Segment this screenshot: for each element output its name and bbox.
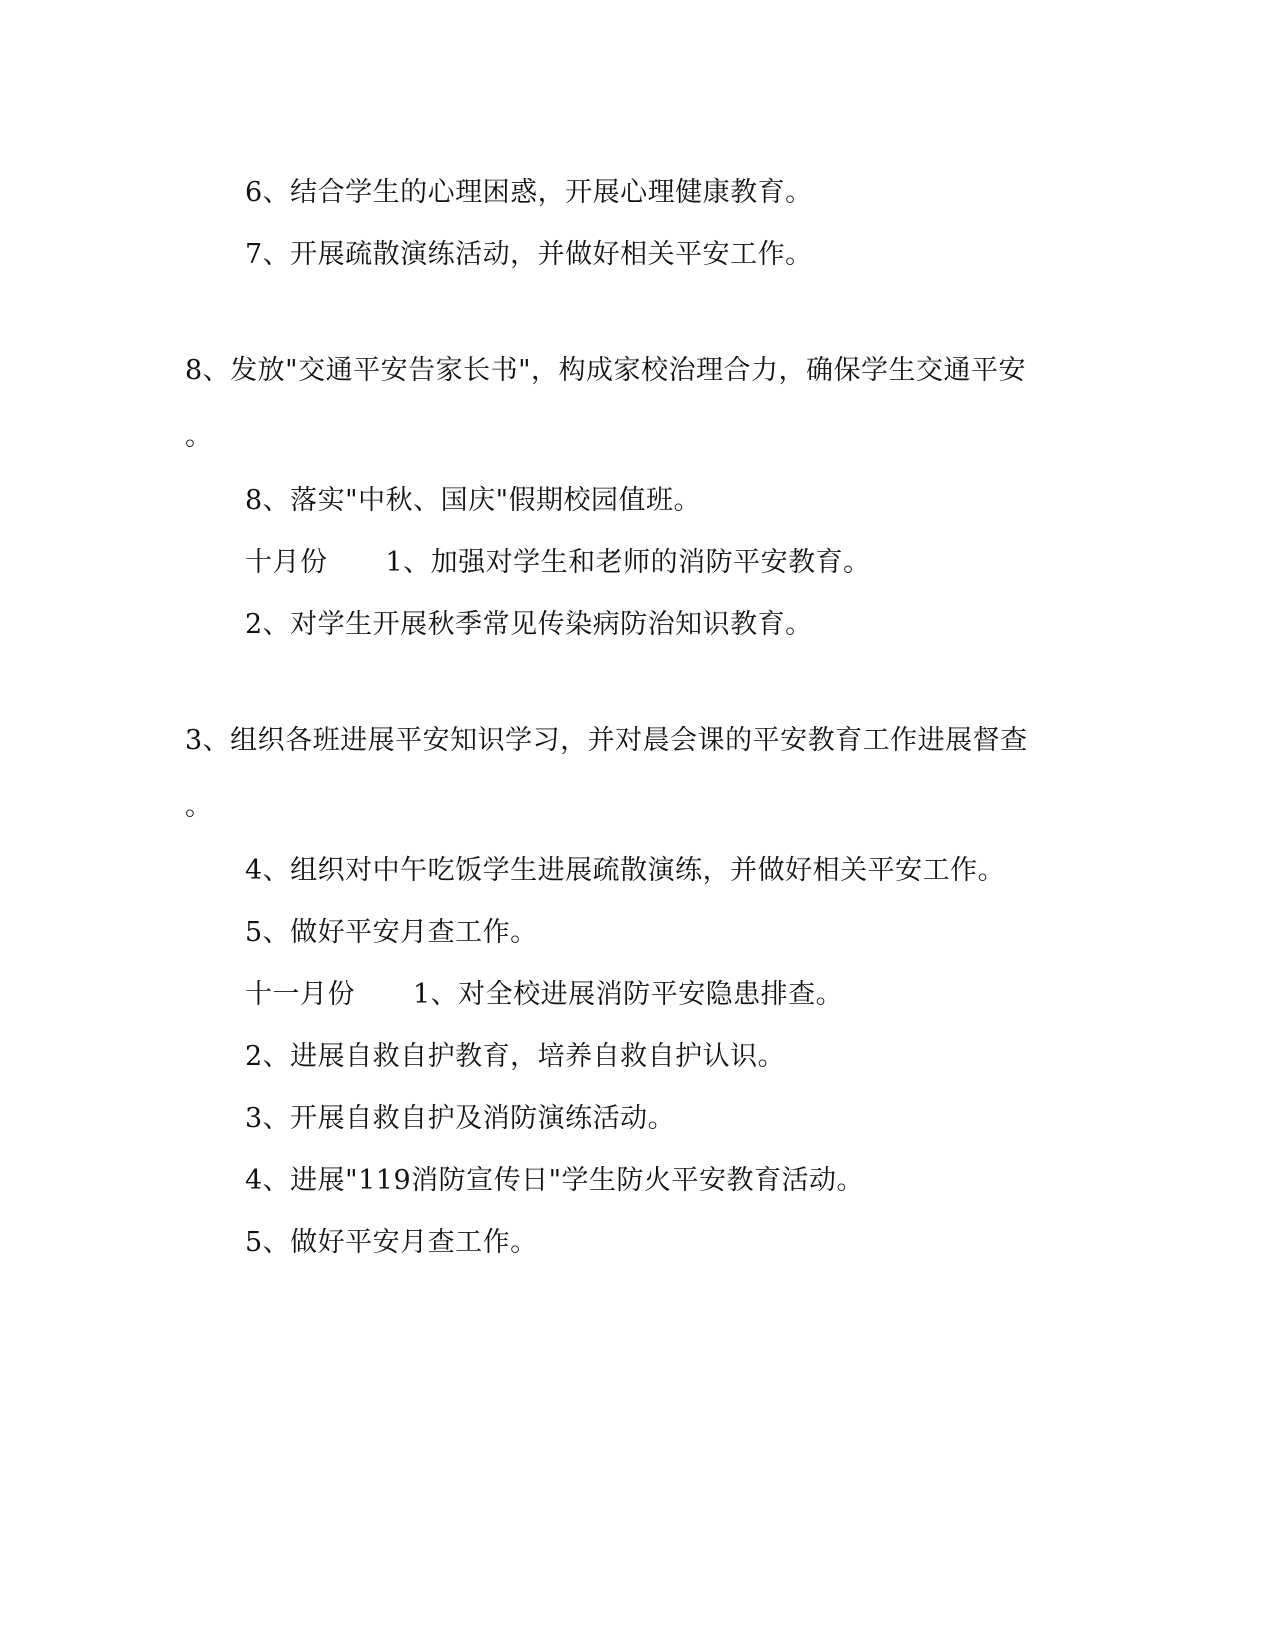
month-item: 1、加强对学生和老师的消防平安教育。 <box>385 547 871 578</box>
text-line: 。 <box>185 791 213 822</box>
text-line: 。 <box>185 421 213 452</box>
text-line: 8、落实"中秋、国庆"假期校园值班。 <box>245 485 702 516</box>
text-line: 5、做好平安月查工作。 <box>245 1227 538 1258</box>
text-line: 2、进展自救自护教育，培养自救自护认识。 <box>245 1041 786 1072</box>
month-item: 1、对全校进展消防平安隐患排查。 <box>413 979 844 1010</box>
text-line: 6、结合学生的心理困惑，开展心理健康教育。 <box>245 177 813 208</box>
text-line: 8、发放"交通平安告家长书"，构成家校治理合力，确保学生交通平安 <box>185 355 1027 386</box>
text-line: 5、做好平安月查工作。 <box>245 917 538 948</box>
text-line: 3、组织各班进展平安知识学习，并对晨会课的平安教育工作进展督查 <box>185 725 1028 756</box>
text-line: 4、组织对中午吃饭学生进展疏散演练，并做好相关平安工作。 <box>245 855 1006 886</box>
month-label: 十一月份 <box>245 979 355 1010</box>
month-label: 十月份 <box>245 547 328 578</box>
text-line: 3、开展自救自护及消防演练活动。 <box>245 1103 676 1134</box>
text-line: 7、开展疏散演练活动，并做好相关平安工作。 <box>245 239 813 270</box>
text-line: 4、进展"119消防宣传日"学生防火平安教育活动。 <box>245 1165 865 1196</box>
month-line <box>245 546 871 580</box>
text-line: 2、对学生开展秋季常见传染病防治知识教育。 <box>245 609 813 640</box>
month-line <box>245 978 843 1012</box>
